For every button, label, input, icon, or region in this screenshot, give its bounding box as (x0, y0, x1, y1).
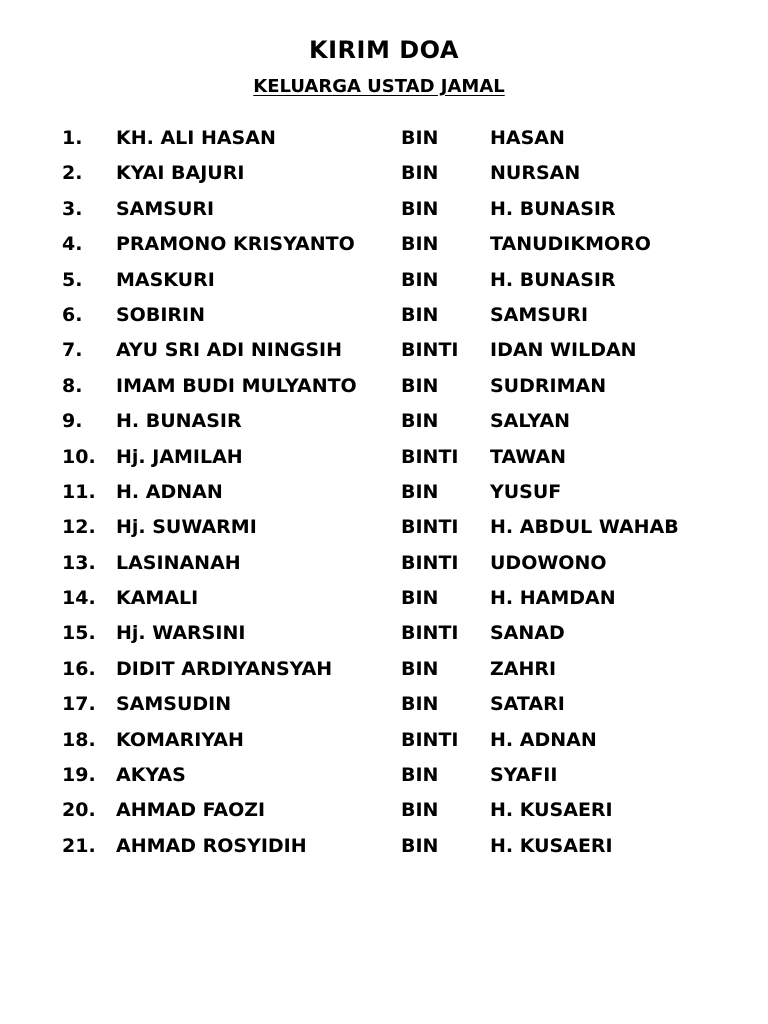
parent-name: H. ADNAN (490, 728, 597, 751)
parent-name: UDOWONO (490, 551, 607, 574)
item-number: 6. (62, 303, 83, 326)
list-item (62, 652, 762, 687)
relation-label: BIN (401, 162, 439, 185)
item-number: 17. (62, 693, 96, 716)
item-number: 2. (62, 162, 83, 185)
list-item (62, 758, 762, 793)
person-name: AHMAD ROSYIDIH (116, 834, 307, 857)
relation-label: BINTI (401, 445, 459, 468)
relation-label: BIN (401, 197, 439, 220)
parent-name: H. BUNASIR (490, 197, 616, 220)
parent-name: H. BUNASIR (490, 268, 616, 291)
person-name: Hj. JAMILAH (116, 445, 243, 468)
person-name: MASKURI (116, 268, 215, 291)
relation-label: BINTI (401, 339, 459, 362)
list-item (62, 156, 762, 191)
item-number: 4. (62, 233, 83, 256)
relation-label: BIN (401, 374, 439, 397)
relation-label: BINTI (401, 551, 459, 574)
item-number: 20. (62, 799, 96, 822)
list-item (62, 369, 762, 404)
relation-label: BINTI (401, 516, 459, 539)
relation-label: BIN (401, 233, 439, 256)
person-name: KH. ALI HASAN (116, 127, 276, 149)
list-item (62, 475, 762, 510)
relation-label: BIN (401, 693, 439, 716)
person-name: Hj. WARSINI (116, 622, 246, 645)
parent-name: H. ABDUL WAHAB (490, 516, 679, 539)
parent-name: SUDRIMAN (490, 374, 607, 397)
parent-name: ZAHRI (490, 657, 557, 680)
relation-label: BIN (401, 834, 439, 857)
list-item (62, 546, 762, 581)
list-item (62, 581, 762, 616)
person-name: AYU SRI ADI NINGSIH (116, 339, 342, 362)
relation-label: BIN (401, 480, 439, 503)
parent-name: YUSUF (490, 480, 562, 503)
list-item (62, 263, 762, 298)
item-number: 19. (62, 764, 96, 787)
parent-name: H. KUSAERI (490, 834, 613, 857)
relation-label: BIN (401, 587, 439, 610)
parent-name: HASAN (490, 127, 565, 149)
relation-label: BIN (401, 127, 439, 149)
item-number: 15. (62, 622, 96, 645)
list-item (62, 723, 762, 758)
name-list (62, 121, 762, 864)
document-title: KIRIM DOA (309, 36, 459, 64)
list-item (62, 616, 762, 651)
person-name: Hj. SUWARMI (116, 516, 257, 539)
list-item (62, 227, 762, 262)
person-name: IMAM BUDI MULYANTO (116, 374, 357, 397)
item-number: 11. (62, 480, 96, 503)
item-number: 8. (62, 374, 83, 397)
list-item (62, 687, 762, 722)
item-number: 10. (62, 445, 96, 468)
parent-name: SANAD (490, 622, 565, 645)
item-number: 7. (62, 339, 83, 362)
parent-name: H. KUSAERI (490, 799, 613, 822)
relation-label: BIN (401, 657, 439, 680)
list-item (62, 121, 762, 156)
item-number: 12. (62, 516, 96, 539)
relation-label: BIN (401, 410, 439, 433)
person-name: KAMALI (116, 587, 199, 610)
list-item (62, 298, 762, 333)
relation-label: BIN (401, 799, 439, 822)
parent-name: SALYAN (490, 410, 571, 433)
parent-name: SAMSURI (490, 303, 589, 326)
person-name: PRAMONO KRISYANTO (116, 233, 355, 256)
relation-label: BIN (401, 268, 439, 291)
list-item (62, 440, 762, 475)
parent-name: TAWAN (490, 445, 567, 468)
person-name: AHMAD FAOZI (116, 799, 266, 822)
person-name: SOBIRIN (116, 303, 205, 326)
person-name: KYAI BAJURI (116, 162, 245, 185)
person-name: DIDIT ARDIYANSYAH (116, 657, 333, 680)
person-name: LASINANAH (116, 551, 241, 574)
parent-name: IDAN WILDAN (490, 339, 637, 362)
item-number: 5. (62, 268, 83, 291)
item-number: 16. (62, 657, 96, 680)
item-number: 9. (62, 410, 83, 433)
list-item (62, 333, 762, 368)
relation-label: BIN (401, 303, 439, 326)
person-name: SAMSURI (116, 197, 215, 220)
parent-name: H. HAMDAN (490, 587, 616, 610)
relation-label: BINTI (401, 728, 459, 751)
list-item (62, 829, 762, 864)
document-subtitle: KELUARGA USTAD JAMAL (253, 76, 505, 97)
parent-name: SYAFII (490, 764, 558, 787)
list-item (62, 793, 762, 828)
list-item (62, 192, 762, 227)
relation-label: BIN (401, 764, 439, 787)
person-name: H. ADNAN (116, 480, 223, 503)
parent-name: SATARI (490, 693, 565, 716)
parent-name: TANUDIKMORO (490, 233, 651, 256)
item-number: 21. (62, 834, 96, 857)
person-name: H. BUNASIR (116, 410, 242, 433)
parent-name: NURSAN (490, 162, 581, 185)
person-name: KOMARIYAH (116, 728, 244, 751)
item-number: 3. (62, 197, 83, 220)
item-number: 13. (62, 551, 96, 574)
person-name: AKYAS (116, 764, 186, 787)
item-number: 14. (62, 587, 96, 610)
item-number: 18. (62, 728, 96, 751)
list-item (62, 404, 762, 439)
item-number: 1. (62, 127, 83, 149)
list-item (62, 510, 762, 545)
relation-label: BINTI (401, 622, 459, 645)
person-name: SAMSUDIN (116, 693, 232, 716)
